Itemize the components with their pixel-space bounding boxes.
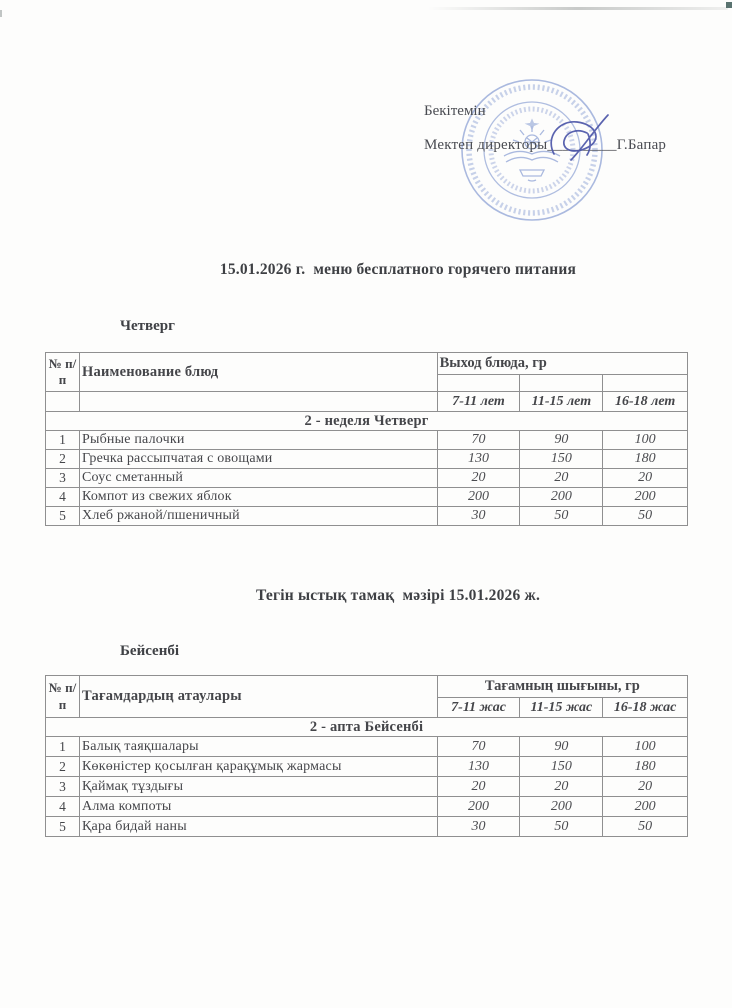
portion-value: 130 (437, 450, 520, 469)
dish-name: Балық таяқшалары (80, 737, 438, 757)
menu-table-russian (45, 352, 688, 526)
age-col-header: 7-11 жас (437, 698, 520, 718)
row-number: 3 (46, 777, 80, 797)
age-col-header: 11-15 лет (520, 392, 603, 412)
scan-artifact-corner (726, 2, 732, 8)
empty-cell (603, 375, 688, 392)
portion-value: 50 (520, 507, 603, 526)
portion-value: 200 (603, 797, 688, 817)
col-header-output-group: Выход блюда, гр (437, 353, 687, 375)
portion-value: 100 (603, 737, 688, 757)
menu-table-kazakh (45, 675, 688, 837)
portion-value: 90 (520, 431, 603, 450)
director-signature-icon (544, 113, 622, 163)
portion-value: 200 (603, 488, 688, 507)
portion-value: 150 (520, 450, 603, 469)
table-row (46, 757, 688, 777)
empty-cell (46, 392, 80, 412)
age-col-header: 16-18 жас (603, 698, 688, 718)
row-number: 2 (46, 757, 80, 777)
portion-value: 200 (437, 797, 520, 817)
table-row (46, 488, 688, 507)
table-row (46, 450, 688, 469)
portion-value: 180 (603, 450, 688, 469)
row-number: 3 (46, 469, 80, 488)
age-col-header: 16-18 лет (603, 392, 688, 412)
dish-name: Соус сметанный (80, 469, 438, 488)
empty-cell (520, 375, 603, 392)
weekday-russian: Четверг (120, 318, 175, 334)
table-row (46, 431, 688, 450)
portion-value: 70 (437, 737, 520, 757)
scan-artifact-dot (0, 10, 2, 17)
portion-value: 20 (520, 469, 603, 488)
portion-value: 200 (520, 488, 603, 507)
col-header-dish-name: Наименование блюд (80, 353, 438, 392)
weekday-kazakh: Бейсенбі (120, 643, 180, 659)
portion-value: 20 (603, 777, 688, 797)
portion-value: 30 (437, 507, 520, 526)
week-section-label: 2 - апта Бейсенбі (46, 718, 688, 737)
dish-name: Хлеб ржаной/пшеничный (80, 507, 438, 526)
age-col-header: 11-15 жас (520, 698, 603, 718)
table-row (46, 469, 688, 488)
dish-name: Көкөністер қосылған қарақұмық жармасы (80, 757, 438, 777)
row-number: 4 (46, 797, 80, 817)
scan-artifact-streak (428, 7, 728, 10)
row-number: 2 (46, 450, 80, 469)
menu-title-kazakh: Тегін ыстық тамақ мәзірі 15.01.2026 ж. (255, 587, 541, 604)
signature-underline: _________ (547, 137, 617, 153)
empty-cell (437, 375, 520, 392)
age-col-header: 7-11 лет (437, 392, 520, 412)
row-number: 1 (46, 431, 80, 450)
dish-name: Рыбные палочки (80, 431, 438, 450)
portion-value: 130 (437, 757, 520, 777)
portion-value: 200 (520, 797, 603, 817)
portion-value: 20 (603, 469, 688, 488)
menu-title-russian: 15.01.2026 г. меню бесплатного горячего питания (219, 261, 577, 278)
table-row (46, 777, 688, 797)
col-header-output-group: Тағамның шығыны, гр (437, 676, 687, 698)
table-row (46, 737, 688, 757)
portion-value: 20 (520, 777, 603, 797)
table-row (46, 507, 688, 526)
approve-label: Бекітемін (424, 103, 486, 119)
col-header-number: № п/п (46, 353, 80, 392)
row-number: 5 (46, 817, 80, 837)
dish-name: Алма компоты (80, 797, 438, 817)
row-number: 5 (46, 507, 80, 526)
empty-cell (80, 392, 438, 412)
row-number: 4 (46, 488, 80, 507)
portion-value: 50 (520, 817, 603, 837)
portion-value: 180 (603, 757, 688, 777)
dish-name: Қара бидай наны (80, 817, 438, 837)
portion-value: 200 (437, 488, 520, 507)
col-header-dish-name: Тағамдардың атаулары (80, 676, 438, 718)
portion-value: 100 (603, 431, 688, 450)
portion-value: 50 (603, 817, 688, 837)
week-section-label: 2 - неделя Четверг (46, 412, 688, 431)
dish-name: Қаймақ тұздығы (80, 777, 438, 797)
table-row (46, 817, 688, 837)
portion-value: 90 (520, 737, 603, 757)
portion-value: 70 (437, 431, 520, 450)
dish-name: Компот из свежих яблок (80, 488, 438, 507)
portion-value: 50 (603, 507, 688, 526)
portion-value: 20 (437, 777, 520, 797)
portion-value: 30 (437, 817, 520, 837)
portion-value: 150 (520, 757, 603, 777)
director-label: Мектеп директоры (424, 137, 548, 153)
col-header-number: № п/п (46, 676, 80, 718)
director-name: Г.Бапар (616, 137, 667, 153)
row-number: 1 (46, 737, 80, 757)
dish-name: Гречка рассыпчатая с овощами (80, 450, 438, 469)
portion-value: 20 (437, 469, 520, 488)
table-row (46, 797, 688, 817)
